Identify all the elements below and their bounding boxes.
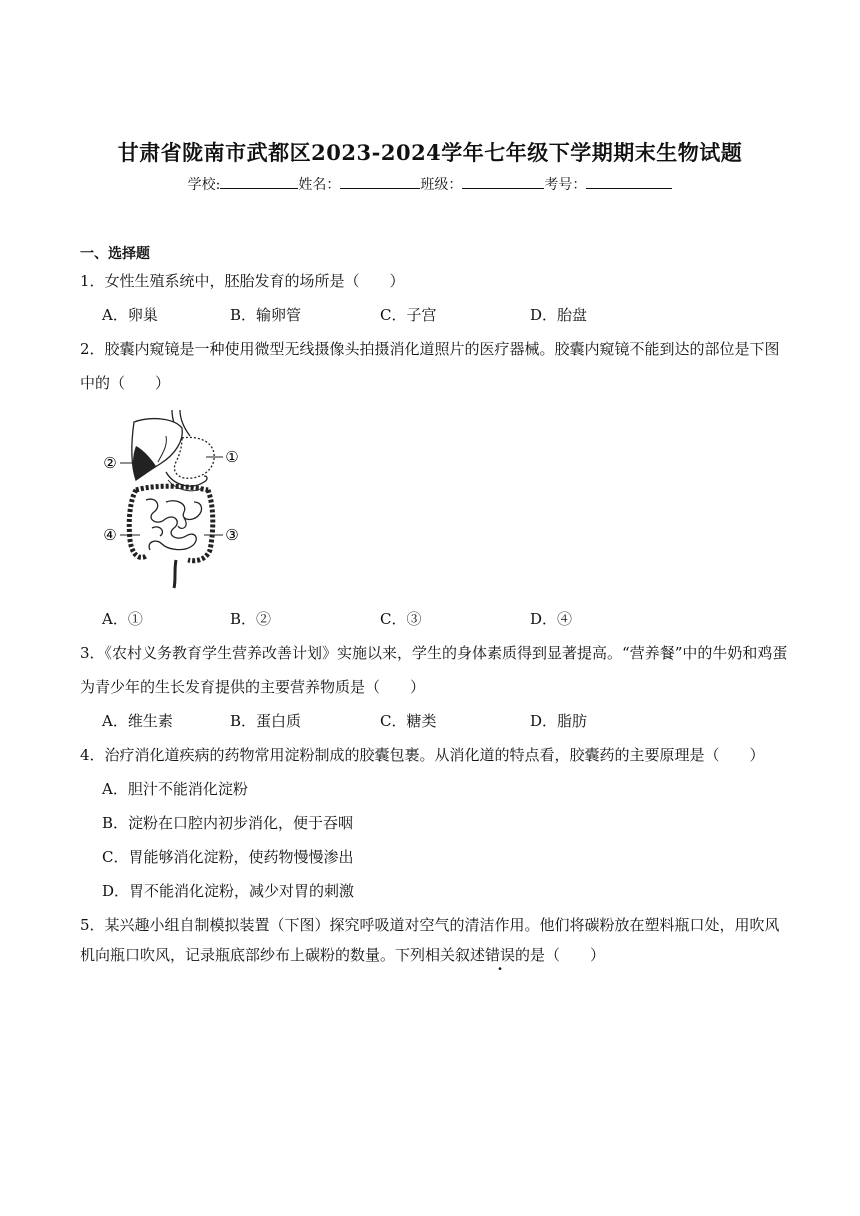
exam-no-label: 考号：: [544, 177, 587, 193]
question-1-stem: 1．女性生殖系统中，胚胎发育的场所是（ ）: [80, 272, 405, 290]
question-2-option-d[interactable]: D．④: [530, 610, 573, 628]
question-4-option-a[interactable]: A．胆汁不能消化淀粉: [102, 780, 248, 798]
question-3-stem-line2: 为青少年的生长发育提供的主要营养物质是（ ）: [80, 678, 426, 696]
figure-label-3: ③: [225, 526, 239, 544]
class-blank: [462, 174, 544, 189]
exam-no-blank: [586, 174, 672, 189]
question-1-option-c[interactable]: C．子宫: [380, 306, 437, 324]
question-3-stem-line1: 3．《农村义务教育学生营养改善计划》实施以来，学生的身体素质得到显著提高。“营养餐”中的牛奶和鸡蛋: [80, 644, 788, 662]
digestive-system-figure: [96, 410, 248, 590]
figure-label-1: ①: [225, 448, 239, 466]
name-blank: [340, 174, 420, 189]
student-info-line: [0, 174, 860, 194]
figure-label-4: ④: [103, 526, 117, 544]
question-3-option-d[interactable]: D．脂肪: [530, 712, 588, 730]
question-5-stem-post: 的是（ ）: [515, 946, 606, 964]
question-5-stem-pre: 机向瓶口吹风，记录瓶底部纱布上碳粉的数量。下列相关叙述: [80, 946, 486, 964]
section-title: 一、选择题: [80, 246, 150, 262]
question-2-option-b[interactable]: B．②: [230, 610, 272, 628]
name-label: 姓名：: [298, 177, 341, 193]
question-1-option-d[interactable]: D．胎盘: [530, 306, 588, 324]
school-blank: [220, 174, 298, 189]
figure-label-2: ②: [103, 454, 117, 472]
page-title: 甘肃省陇南市武都区2023-2024学年七年级下学期期末生物试题: [117, 140, 743, 165]
question-1-option-b[interactable]: B．输卵管: [230, 306, 302, 324]
question-5-stem-line1: 5．某兴趣小组自制模拟装置（下图）探究呼吸道对空气的清洁作用。他们将碳粉放在塑料瓶口处，用吹风: [80, 916, 780, 934]
question-3-option-c[interactable]: C．糖类: [380, 712, 437, 730]
question-2-option-c[interactable]: C．③: [380, 610, 422, 628]
question-5-emphasis-word: 错误: [485, 946, 516, 964]
question-1-option-a[interactable]: A．卵巢: [102, 306, 158, 324]
question-2-stem-line1: 2．胶囊内窥镜是一种使用微型无线摄像头拍摄消化道照片的医疗器械。胶囊内窥镜不能到达的部位是下图: [80, 340, 780, 358]
class-label: 班级：: [420, 177, 463, 193]
question-4-stem: 4．治疗消化道疾病的药物常用淀粉制成的胶囊包裹。从消化道的特点看，胶囊药的主要原理是（ ）: [80, 746, 765, 764]
question-2-stem-line2: 中的（ ）: [80, 374, 171, 392]
question-3-option-b[interactable]: B．蛋白质: [230, 712, 302, 730]
question-2-option-a[interactable]: A．①: [102, 610, 143, 628]
question-4-option-b[interactable]: B．淀粉在口腔内初步消化，便于吞咽: [102, 814, 354, 832]
school-label: 学校:: [187, 177, 221, 193]
question-5-stem-line2: [80, 944, 605, 965]
question-3-option-a[interactable]: A．维生素: [102, 712, 173, 730]
question-4-option-c[interactable]: C．胃能够消化淀粉，使药物慢慢渗出: [102, 848, 354, 866]
question-4-option-d[interactable]: D．胃不能消化淀粉，减少对胃的刺激: [102, 882, 355, 900]
